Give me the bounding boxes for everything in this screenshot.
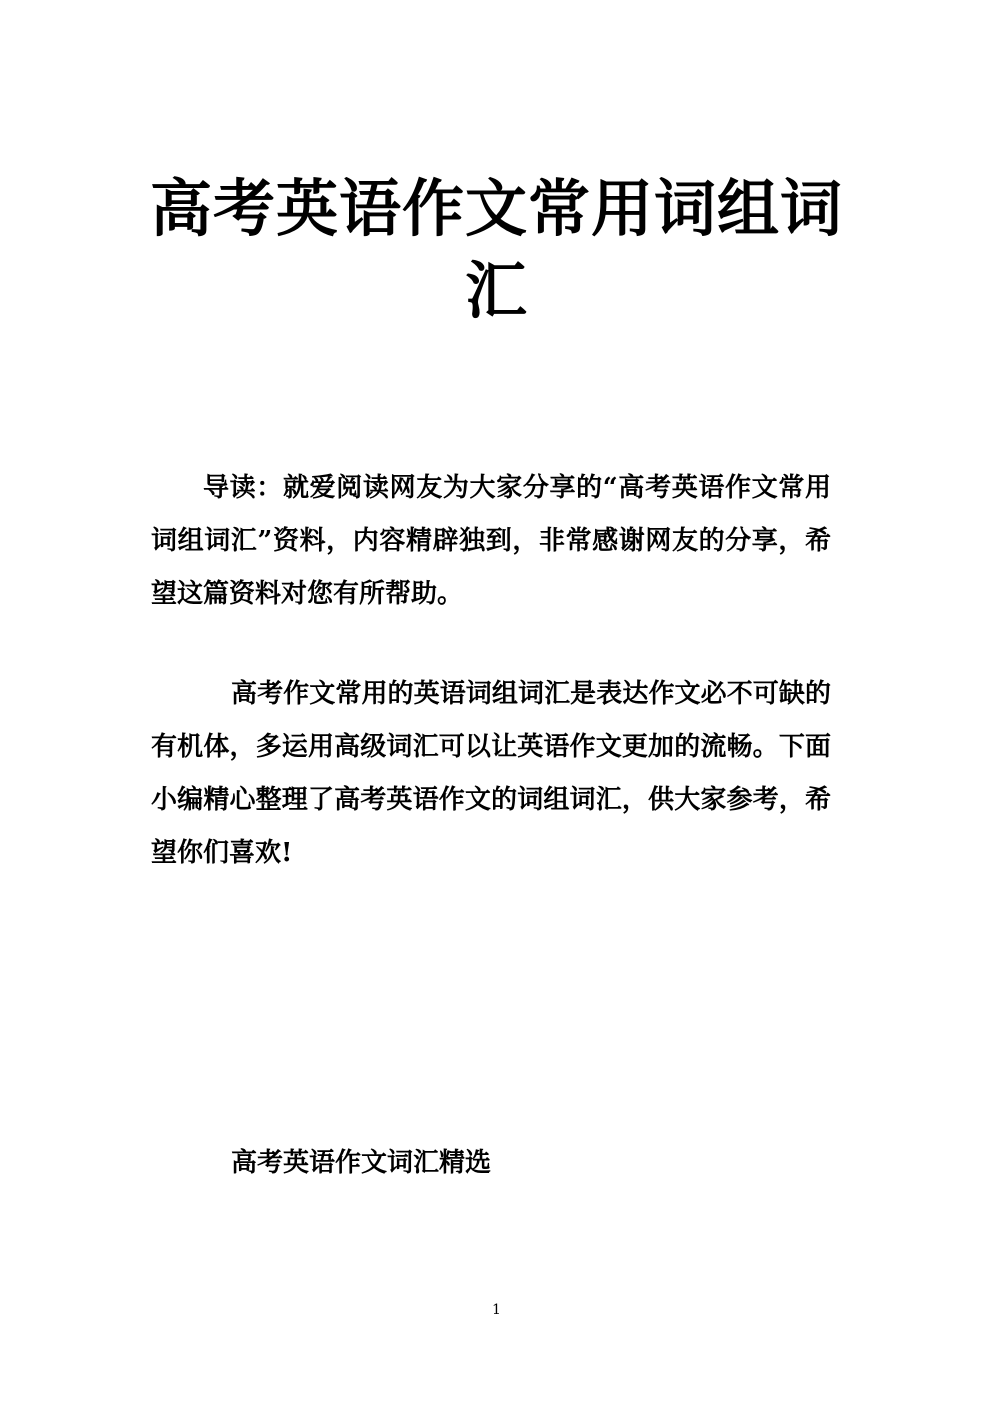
intro-paragraph: 导读：就爱阅读网友为大家分享的“高考英语作文常用词组词汇”资料，内容精辟独到，非常感谢网友的分享，希望这篇资料对您有所帮助。	[151, 473, 831, 609]
document-title: 高考英语作文常用词组词汇	[150, 172, 844, 327]
body-paragraph: 高考作文常用的英语词组词汇是表达作文必不可缺的有机体，多运用高级词汇可以让英语作文更加的流畅。下面小编精心整理了高考英语作文的词组词汇，供大家参考，希望你们喜欢!	[151, 679, 831, 868]
page-number: 1	[492, 1302, 501, 1318]
section-heading: 高考英语作文词汇精选	[231, 1148, 492, 1178]
